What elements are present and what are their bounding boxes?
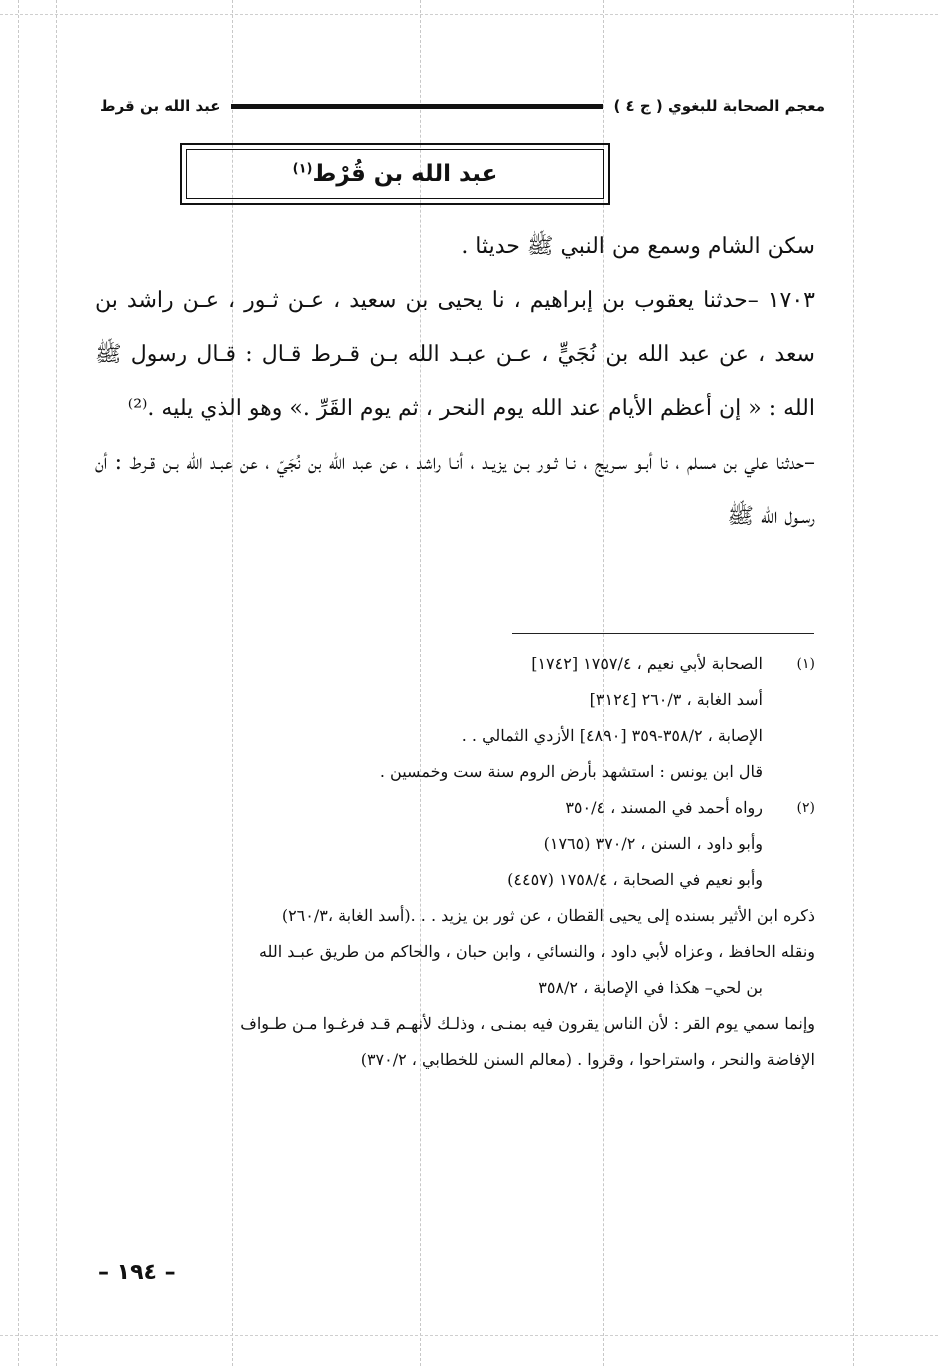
footnote-marker: (١) (292, 161, 313, 177)
footnote-text: ذكره ابن الأثير بسنده إلى يحيى القطان ، عن ثور بن يزيد . . .(أسد الغابة ،٢٦٠/٣) (281, 906, 815, 925)
entry-title-text: عبد الله بن قُرْط (312, 161, 498, 187)
footnote-line (100, 826, 815, 862)
footnote-text: الإفاضة والنحر ، واستراحوا ، وقروا . (معالم السنن للخطابي ، ٣٧٠/٢) (360, 1050, 815, 1069)
guide-line (0, 14, 938, 15)
footnote-number: (٢) (796, 800, 815, 816)
entry-title (293, 161, 498, 187)
book-title: معجم الصحابة للبغوي ( ج ٤ ) (613, 97, 825, 115)
guide-line (0, 1335, 938, 1336)
footnote-line (100, 898, 815, 934)
footnote-line (100, 934, 815, 970)
footnote-text: ونقله الحافظ ، وعزاه لأبي داود ، والنسائي ، وابن حبان ، والحاكم من طريق عبـد الله (258, 942, 815, 961)
header-rule (231, 104, 604, 109)
footnote-line (100, 970, 815, 1006)
footnote-text: الإصابة ، ٣٥٨/٢-٣٥٩ [٤٨٩٠] الأزدي الثمالي . . (461, 726, 763, 745)
footnote-line (100, 682, 815, 718)
paragraph: ١٧٠٣ –حدثنا يعقوب بن إبراهيم ، نا يحيى بن سعيد ، عـن ثـور ، عـن راشد بن سعد ، عن عبد الله بن نُجَيٍّ ، عـن عبـد الله بـن قـرط قـال : قـال رسول ﷺ الله : « إن أعظم الأيام عند الله يوم النحر ، ثم يوم القَرِّ .» وهو الذي يليه .⁽²⁾ (95, 288, 815, 421)
footnote-line (100, 862, 815, 898)
footnote-text: وأبو داود ، السنن ، ٣٧٠/٢ (١٧٦٥) (543, 834, 763, 853)
footnote-separator (512, 633, 814, 634)
footnote-text: رواه أحمد في المسند ، ٣٥٠/٤ (565, 798, 763, 817)
footnote-number: (١) (796, 656, 815, 672)
entry-title-box (180, 143, 610, 205)
footnote-line (100, 718, 815, 754)
footnote-text: الصحابة لأبي نعيم ، ١٧٥٧/٤ [١٧٤٢] (531, 654, 763, 673)
page-number: – ١٩٤ – (98, 1260, 176, 1285)
footnote-line (100, 790, 815, 826)
footnote-line (100, 754, 815, 790)
guide-line (18, 0, 19, 1366)
entry-title-frame (186, 149, 604, 199)
footnote-text: وإنما سمي يوم القر : لأن الناس يقرون فيه بمنـى ، وذلـك لأنهـم قـد فرغـوا مـن طـواف (240, 1014, 815, 1033)
footnote-text: بن لحي– هكذا في الإصابة ، ٣٥٨/٢ (538, 978, 763, 997)
footnote-line (100, 1006, 815, 1042)
running-header (100, 92, 825, 120)
body-text (95, 220, 815, 544)
guide-line (853, 0, 854, 1366)
footnote-text: وأبو نعيم في الصحابة ، ١٧٥٨/٤ (٤٤٥٧) (507, 870, 763, 889)
guide-line (56, 0, 57, 1366)
footnotes (100, 646, 815, 1078)
footnote-text: أسد الغابة ، ٢٦٠/٣ [٣١٢٤] (589, 690, 763, 709)
entry-name: عبد الله بن قرط (100, 97, 221, 115)
paragraph: –حدثنا علي بن مسلم ، نا أبـو سـريج ، نـا ثـور بـن يزيـد ، أنـا راشد ، عن عبد الله بن نُجَيّ ، عن عبـد الله بـن قـرط : أن رسـول الله ﷺ (95, 450, 815, 529)
footnote-line (100, 1042, 815, 1078)
paragraph: سكن الشام وسمع من النبي ﷺ حديثا . (461, 234, 815, 259)
footnote-text: قال ابن يونس : استشهد بأرض الروم سنة ست وخمسين . (379, 762, 763, 781)
footnote-line (100, 646, 815, 682)
